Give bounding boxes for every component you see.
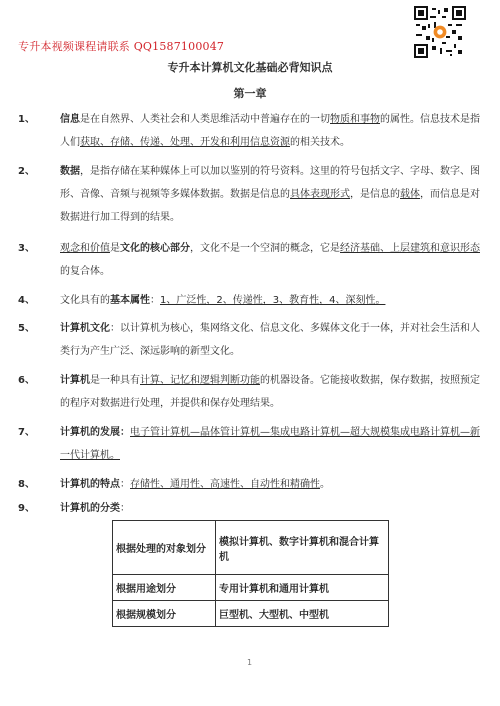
bold-term: 计算机	[60, 375, 90, 386]
table-cell: 根据处理的对象划分	[113, 521, 216, 575]
bold-term: 文化的核心部分	[120, 243, 190, 254]
item-number: 4、	[18, 295, 35, 306]
text-run: 的机器设备。它能接收数据，保存数据，按照预定的程序对数据进行处理，并提供和保存处理结果。	[60, 375, 480, 409]
underlined-phrase: 物质和事物	[330, 114, 380, 125]
bold-term: 信息	[60, 114, 80, 125]
item-text	[60, 421, 484, 467]
text-run: ：	[120, 479, 130, 490]
watermark: ​	[125, 362, 158, 409]
item-number: 9、	[18, 503, 35, 514]
item-text	[60, 289, 484, 312]
underlined-phrase: 计算、记忆和逻辑判断功能	[140, 375, 260, 386]
underlined-phrase: 载体	[400, 189, 420, 200]
knowledge-item-3	[18, 237, 484, 283]
knowledge-item-6	[18, 369, 484, 415]
text-run: ：	[120, 503, 130, 514]
document-title: 专升本计算机文化基础必背知识点	[167, 61, 333, 74]
text-run: 是	[110, 243, 120, 254]
bold-term: 计算机文化	[60, 323, 110, 334]
text-run: ，是指存储在某种媒体上可以加以鉴别的符号资料。这里的符号包括文字、字母、数字、图形、音像、音频与视频等多媒体数据。数据是信息的	[60, 166, 480, 200]
bold-term: 计算机的分类	[60, 503, 120, 514]
underlined-phrase: 经济基础、上层建筑和意识形态	[340, 243, 480, 254]
item-text	[60, 108, 484, 154]
computer-classification-table	[112, 520, 389, 627]
chapter-heading: 第一章	[233, 87, 267, 100]
knowledge-item-7	[18, 421, 484, 467]
item-number: 7、	[18, 427, 35, 438]
text-run: 。	[320, 479, 330, 490]
text-run: ，而信息是对数据进行加工得到的结果。	[60, 189, 480, 223]
bold-term: ：	[120, 427, 130, 438]
item-text	[60, 497, 484, 520]
bold-term: 基本属性	[110, 295, 150, 306]
item-text	[60, 473, 484, 496]
item-number: 8、	[18, 479, 35, 490]
text-run: 是一种具有	[90, 375, 140, 386]
underlined-phrase: 电子管计算机—晶体管计算机—集成电路计算机—超大规模集成电路计算机—新一代计算机。	[60, 427, 480, 461]
text-run: ：	[150, 295, 160, 306]
underlined-phrase: 具体表现形式	[290, 189, 350, 200]
knowledge-item-4	[18, 289, 484, 312]
promo-banner: 专升本视频课程请联系 QQ1587100047	[18, 40, 225, 53]
bold-term: 计算机的发展	[60, 427, 120, 438]
table-row	[113, 601, 389, 627]
text-run: 文化具有的	[60, 295, 110, 306]
underlined-phrase: 存储性、通用性、高速性、自动性和精确性	[130, 479, 320, 490]
table-cell: 专用计算机和通用计算机	[216, 575, 389, 601]
underlined-phrase: 观念和价值	[60, 243, 110, 254]
text-run: 的相关技术。	[290, 137, 350, 148]
item-number: 1、	[18, 114, 35, 125]
knowledge-item-2	[18, 160, 484, 229]
text-run: 的复合体。	[60, 266, 110, 277]
bold-term: 计算机的特点	[60, 479, 120, 490]
item-text	[60, 317, 484, 363]
underlined-phrase: 1、广泛性，2、传递性，3、教育性，4、深刻性。	[160, 295, 386, 306]
text-run: 是在自然界、人类社会和人类思维活动中普遍存在的一切	[80, 114, 330, 125]
underlined-phrase: 获取、存储、传递、处理、开发和利用信息资源	[80, 137, 290, 148]
text-run: 的属性。信息技术是指人们	[60, 114, 480, 148]
item-text	[60, 160, 484, 229]
table-cell: 模拟计算机、数字计算机和混合计算机	[216, 521, 389, 575]
item-text	[60, 237, 484, 283]
knowledge-item-5	[18, 317, 484, 363]
table-cell: 根据规模划分	[113, 601, 216, 627]
qr-code-icon	[414, 6, 466, 58]
knowledge-item-9	[18, 497, 484, 520]
knowledge-item-8	[18, 473, 484, 496]
text-run: ，是信息的	[350, 189, 400, 200]
item-number: 3、	[18, 243, 35, 254]
text-run: ：以计算机为核心，集网络文化、信息文化、多媒体文化于一体，并对社会生活和人类行为产生广泛、深远影响的新型文化。	[60, 323, 480, 357]
page-number: 1	[247, 658, 253, 667]
bold-term: 数据	[60, 166, 80, 177]
item-number: 5、	[18, 323, 35, 334]
table-cell: 根据用途划分	[113, 575, 216, 601]
table-cell: 巨型机、大型机、中型机	[216, 601, 389, 627]
text-run: ，文化不是一个空洞的概念，它是	[190, 243, 340, 254]
table-row	[113, 521, 389, 575]
item-number: 2、	[18, 166, 35, 177]
item-number: 6、	[18, 375, 35, 386]
table-row	[113, 575, 389, 601]
knowledge-item-1	[18, 108, 484, 154]
item-text	[60, 369, 484, 415]
